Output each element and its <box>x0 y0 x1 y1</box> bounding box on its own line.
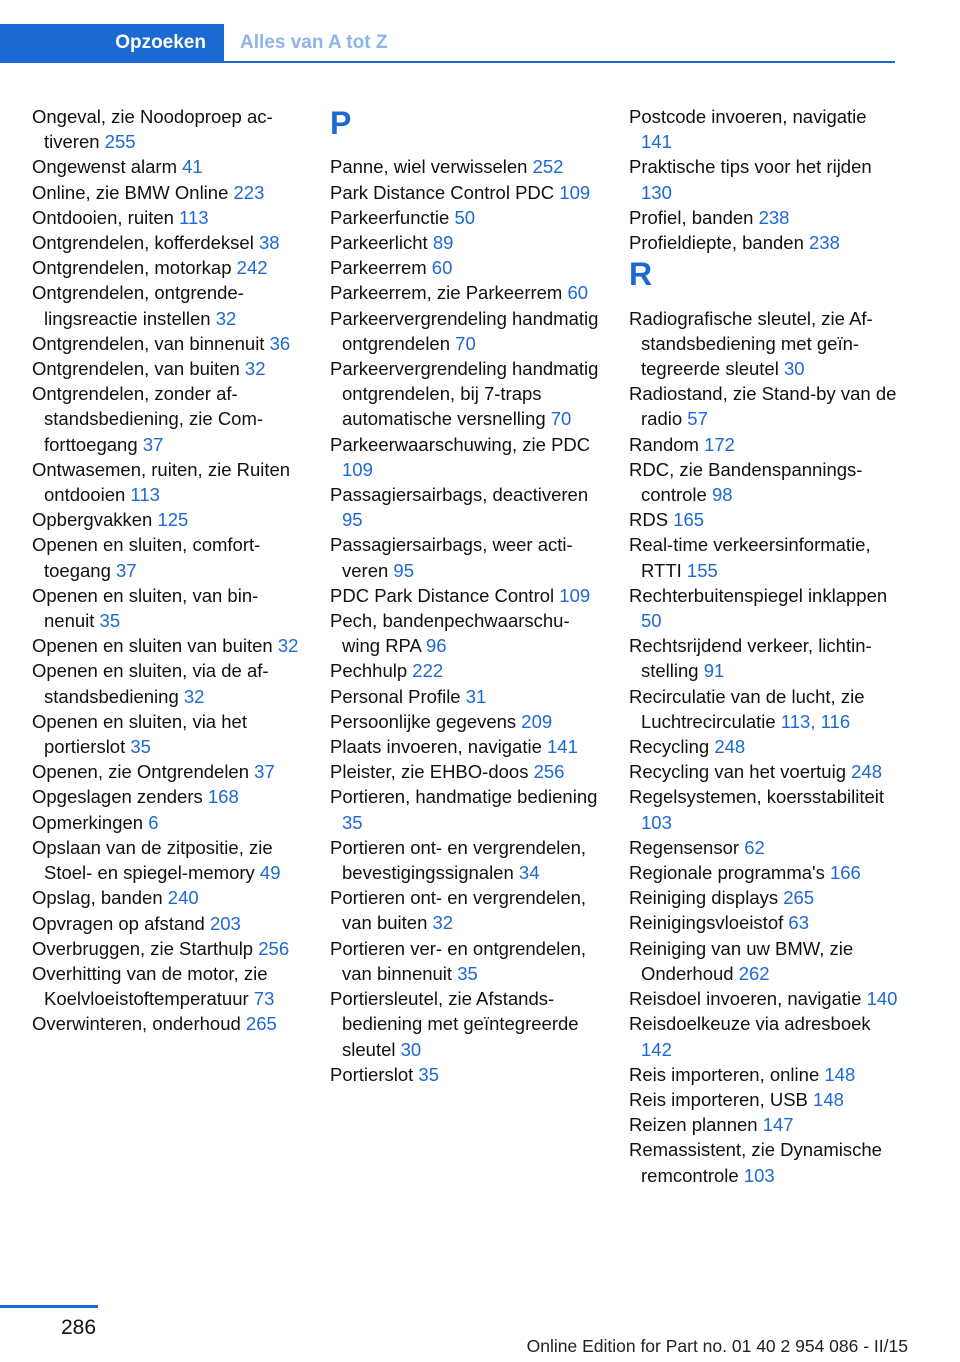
entry-term: Postcode invoeren, navigatie <box>629 106 867 127</box>
entry-page-link[interactable]: 35 <box>457 962 478 984</box>
index-entry <box>330 356 600 432</box>
index-entry <box>330 684 600 709</box>
entry-term: RDS <box>629 509 669 531</box>
entry-page-link[interactable]: 41 <box>182 156 203 178</box>
entry-term: Regionale programma's <box>629 862 825 884</box>
entry-term: Pechhulp <box>330 660 408 682</box>
entry-page-link[interactable]: 70 <box>455 332 476 354</box>
entry-page-link[interactable]: 103 <box>743 1164 775 1186</box>
entry-term: Opslag, banden <box>32 887 163 909</box>
index-entry <box>32 280 302 330</box>
entry-page-link[interactable]: 223 <box>233 181 265 203</box>
entry-page-link[interactable]: 60 <box>431 257 453 279</box>
index-entry <box>330 255 600 280</box>
index-entry <box>32 709 302 759</box>
entry-page-link[interactable]: 60 <box>567 282 589 304</box>
index-entry <box>629 532 899 582</box>
index-entry <box>32 583 302 633</box>
entry-page-link[interactable]: 166 <box>829 862 861 884</box>
index-entry <box>32 230 302 255</box>
entry-term: Opvragen op afstand <box>32 912 205 934</box>
entry-term: Regensensor <box>629 836 740 858</box>
index-entry <box>32 180 302 205</box>
entry-page-link[interactable]: 50 <box>641 610 662 632</box>
entry-term: Parkeervergrendeling handmatig ontgrendelen <box>330 307 599 354</box>
entry-page-link[interactable]: 262 <box>738 962 770 984</box>
entry-term: Pleister, zie EHBO-doos <box>330 761 529 783</box>
entry-page-link[interactable]: 63 <box>788 912 809 934</box>
entry-term: Ontdooien, ruiten <box>32 206 174 228</box>
index-entry <box>330 658 600 683</box>
index-entry <box>629 104 899 154</box>
index-entry <box>330 432 600 482</box>
index-entry <box>32 658 302 708</box>
entry-term: Ontgrendelen, ontgrendelingsreactie instellen <box>32 282 244 329</box>
entry-page-link[interactable]: 37 <box>116 559 137 581</box>
index-column-1 <box>32 104 302 1037</box>
index-entry <box>32 104 302 154</box>
index-entry <box>629 860 899 885</box>
entry-term: Random <box>629 433 699 455</box>
entry-term: Recirculatie van de lucht, zie Luchtrecirculatie <box>629 685 865 732</box>
index-entry <box>629 1011 899 1061</box>
index-entry <box>629 910 899 935</box>
index-entry <box>629 684 899 734</box>
index-entry <box>629 205 899 230</box>
entry-page-link[interactable]: 35 <box>130 736 151 758</box>
index-entry <box>32 255 302 280</box>
entry-page-link[interactable]: 32 <box>244 358 266 380</box>
entry-page-link[interactable]: 73 <box>253 988 275 1010</box>
entry-term: Regelsystemen, koersstabiliteit <box>629 786 884 808</box>
footer-divider <box>0 1305 98 1308</box>
index-entry <box>32 885 302 910</box>
index-entry <box>629 986 899 1011</box>
index-entry <box>629 835 899 860</box>
entry-term: Ongewenst alarm <box>32 156 177 178</box>
entry-page-link[interactable]: 32 <box>183 685 205 707</box>
entry-page-link[interactable]: 256 <box>258 937 290 959</box>
entry-term: Park Distance Control PDC <box>330 181 555 203</box>
entry-term: Portieren, handmatige bediening <box>330 786 598 808</box>
entry-term: RDC, zie Bandenspanningscontrole <box>629 458 863 506</box>
entry-term: Ontgrendelen, motorkap <box>32 257 232 279</box>
entry-page-link[interactable]: 113, 116 <box>780 710 851 732</box>
index-entry <box>32 532 302 582</box>
index-entry <box>629 381 899 431</box>
entry-page-link[interactable]: 130 <box>641 181 672 203</box>
entry-page-link[interactable]: 32 <box>215 307 237 329</box>
index-entry <box>330 205 600 230</box>
entry-page-link[interactable]: 38 <box>258 232 280 254</box>
entry-term: Radiostand, zie Stand-by van de radio <box>629 383 897 430</box>
entry-page-link[interactable]: 34 <box>518 862 540 884</box>
entry-term: Openen en sluiten, van binnenuit <box>32 584 259 632</box>
entry-term: Parkeerrem, zie Parkeerrem <box>330 282 563 304</box>
entry-term: Portieren ont- en vergrendelen, van buiten <box>330 887 587 934</box>
index-entry <box>629 432 899 457</box>
entry-term: Online, zie BMW Online <box>32 181 229 203</box>
entry-term: Opgeslagen zenders <box>32 786 203 808</box>
entry-term: Opmerkingen <box>32 811 144 833</box>
index-entry <box>629 230 899 255</box>
index-entry <box>330 885 600 935</box>
entry-term: Praktische tips voor het rijden <box>629 156 872 178</box>
page-header <box>0 0 960 62</box>
entry-page-link[interactable]: 35 <box>418 1063 439 1085</box>
entry-page-link[interactable]: 209 <box>521 710 553 732</box>
entry-term: Recycling <box>629 736 710 758</box>
entry-page-link[interactable]: 95 <box>342 509 363 531</box>
entry-page-link[interactable]: 255 <box>104 131 136 153</box>
entry-term: Reinigingsvloeistof <box>629 912 784 934</box>
index-entry <box>32 784 302 809</box>
index-entry <box>330 759 600 784</box>
index-entry <box>330 230 600 255</box>
entry-page-link[interactable]: 37 <box>254 761 275 783</box>
index-entry <box>32 810 302 835</box>
entry-term: Radiografische sleutel, zie Afstandsbediening met geïntegreerde sleutel <box>629 307 873 380</box>
entry-page-link[interactable]: 32 <box>432 912 454 934</box>
index-entry <box>629 507 899 532</box>
entry-page-link[interactable]: 141 <box>547 736 578 758</box>
entry-page-link[interactable]: 31 <box>465 685 487 707</box>
entry-page-link[interactable]: 265 <box>245 1013 277 1035</box>
entry-page-link[interactable]: 265 <box>783 887 815 909</box>
entry-term: Reiniging displays <box>629 887 779 909</box>
entry-page-link[interactable]: 30 <box>783 358 805 380</box>
index-entry <box>330 734 600 759</box>
section-letter: P <box>330 105 352 141</box>
entry-page-link[interactable]: 62 <box>744 836 765 858</box>
tab-alles-van-a-tot-z[interactable]: Alles van A tot Z <box>240 32 388 53</box>
entry-term: Overbruggen, zie Starthulp <box>32 937 254 959</box>
index-entry <box>32 835 302 885</box>
entry-page-link[interactable]: 109 <box>559 584 591 606</box>
entry-page-link[interactable]: 240 <box>167 887 199 909</box>
index-entry <box>32 936 302 961</box>
entry-page-link[interactable]: 248 <box>851 761 882 783</box>
entry-page-link[interactable]: 155 <box>686 559 718 581</box>
entry-page-link[interactable]: 147 <box>762 1114 794 1136</box>
entry-page-link[interactable]: 256 <box>533 761 565 783</box>
entry-term: Openen en sluiten van buiten <box>32 635 273 657</box>
entry-page-link[interactable]: 242 <box>236 257 268 279</box>
index-entry <box>330 154 600 179</box>
entry-term: Ongeval, zie Noodoproep activeren <box>32 106 273 153</box>
entry-term: Reis importeren, USB <box>629 1088 808 1110</box>
entry-page-link[interactable]: 168 <box>207 786 239 808</box>
index-entry <box>629 154 899 204</box>
entry-term: Parkeerwaarschuwing, zie PDC <box>330 433 591 455</box>
entry-term: Ontwasemen, ruiten, zie Ruiten ontdooien <box>32 458 291 506</box>
index-entry <box>330 280 600 305</box>
entry-term: Portiersleutel, zie Afstandsbediening met geïntegreerde sleutel <box>330 988 579 1060</box>
index-entry <box>32 381 302 457</box>
entry-term: Parkeervergrendeling handmatig ontgrendelen, bij 7-traps automatische versnelling <box>330 358 599 430</box>
entry-page-link[interactable]: 113 <box>179 206 209 228</box>
entry-term: Remassistent, zie Dynamische remcontrole <box>629 1139 882 1186</box>
entry-page-link[interactable]: 238 <box>809 232 840 254</box>
entry-term: Portieren ver- en ontgrendelen, van binnenuit <box>330 937 587 984</box>
index-entry <box>330 936 600 986</box>
index-entry <box>629 784 899 834</box>
index-entry <box>32 331 302 356</box>
entry-term: Openen en sluiten, via de afstandsbediening <box>32 660 269 707</box>
index-entry <box>32 205 302 230</box>
index-entry <box>330 482 600 532</box>
index-entry <box>32 1011 302 1036</box>
entry-term: Reisdoelkeuze via adresboek <box>629 1013 871 1035</box>
entry-page-link[interactable]: 6 <box>148 811 159 833</box>
index-entry <box>629 885 899 910</box>
entry-page-link[interactable]: 98 <box>711 484 733 506</box>
entry-page-link[interactable]: 57 <box>687 408 708 430</box>
entry-page-link[interactable]: 252 <box>532 156 564 178</box>
index-entry <box>330 784 600 834</box>
index-entry <box>32 457 302 507</box>
entry-page-link[interactable]: 140 <box>866 988 898 1010</box>
entry-term: Profieldiepte, banden <box>629 232 804 254</box>
entry-term: Pech, bandenpechwaarschuwing RPA <box>330 610 570 657</box>
entry-page-link[interactable]: 142 <box>641 1038 672 1060</box>
entry-page-link[interactable]: 70 <box>550 408 572 430</box>
entry-page-link[interactable]: 36 <box>269 332 291 354</box>
edition-note: Online Edition for Part no. 01 40 2 954 086 - II/15 <box>526 1336 908 1356</box>
index-entry <box>32 759 302 784</box>
entry-term: Openen, zie Ontgrendelen <box>32 761 250 783</box>
index-entry <box>330 986 600 1062</box>
index-entry <box>330 608 600 658</box>
entry-page-link[interactable]: 172 <box>704 433 735 455</box>
entry-term: Opbergvakken <box>32 509 153 531</box>
entry-page-link[interactable]: 49 <box>259 862 281 884</box>
entry-page-link[interactable]: 95 <box>393 559 414 581</box>
index-entry <box>629 583 899 633</box>
index-column-2 <box>330 104 600 1087</box>
index-entry <box>330 709 600 734</box>
entry-page-link[interactable]: 91 <box>703 660 725 682</box>
index-entry <box>629 936 899 986</box>
entry-term: Opslaan van de zitpositie, zie Stoel- en spiegel-memory <box>32 836 273 884</box>
entry-page-link[interactable]: 35 <box>99 610 121 632</box>
entry-term: Profiel, banden <box>629 206 754 228</box>
entry-term: Parkeerfunctie <box>330 206 450 228</box>
index-entry <box>330 1062 600 1087</box>
entry-term: Reizen plannen <box>629 1114 758 1136</box>
page-number: 286 <box>61 1316 97 1339</box>
entry-page-link[interactable]: 222 <box>412 660 444 682</box>
tab-opzoeken[interactable]: Opzoeken <box>0 24 224 62</box>
index-entry <box>330 583 600 608</box>
entry-term: Rechterbuitenspiegel inklappen <box>629 584 888 606</box>
index-entry <box>629 306 899 382</box>
entry-page-link[interactable]: 148 <box>813 1088 844 1110</box>
entry-term: Openen en sluiten, via het portierslot <box>32 710 247 758</box>
entry-page-link[interactable]: 203 <box>209 912 241 934</box>
entry-term: Openen en sluiten, comforttoegang <box>32 534 261 581</box>
index-entry <box>32 633 302 658</box>
index-entry <box>629 457 899 507</box>
index-entry <box>330 306 600 356</box>
entry-page-link[interactable]: 89 <box>432 232 454 253</box>
entry-term: Plaats invoeren, navigatie <box>330 736 542 758</box>
entry-page-link[interactable]: 113 <box>130 484 160 506</box>
index-entry <box>629 734 899 759</box>
entry-term: Ontgrendelen, zonder afstandsbediening, zie Comforttoegang <box>32 383 264 455</box>
entry-term: Reis importeren, online <box>629 1063 820 1085</box>
index-entry <box>629 759 899 784</box>
index-entry <box>32 356 302 381</box>
entry-term: Ontgrendelen, van buiten <box>32 358 240 380</box>
index-entry <box>629 1112 899 1137</box>
entry-page-link[interactable]: 248 <box>714 736 746 758</box>
entry-term: Parkeerrem <box>330 257 427 279</box>
entry-term: PDC Park Distance Control <box>330 584 555 606</box>
entry-term: Portierslot <box>330 1063 414 1085</box>
entry-term: Ontgrendelen, kofferdeksel <box>32 232 254 254</box>
entry-term: Passagiersairbags, weer activeren <box>330 534 573 581</box>
entry-page-link[interactable]: 238 <box>758 206 790 228</box>
entry-term: Parkeerlicht <box>330 232 428 253</box>
entry-term: Passagiersairbags, deactiveren <box>330 484 589 506</box>
entry-page-link[interactable]: 35 <box>342 811 363 833</box>
index-entry <box>629 1087 899 1112</box>
entry-term: Reiniging van uw BMW, zie Onderhoud <box>629 937 854 984</box>
index-entry <box>629 633 899 683</box>
index-entry <box>330 180 600 205</box>
index-entry <box>32 154 302 179</box>
index-column-3 <box>629 104 899 1188</box>
entry-term: Overhitting van de motor, zie Koelvloeistoftemperatuur <box>32 962 268 1010</box>
index-entry <box>32 961 302 1011</box>
entry-page-link[interactable]: 109 <box>342 458 373 480</box>
entry-page-link[interactable]: 141 <box>641 131 672 153</box>
entry-term: Personal Profile <box>330 685 461 707</box>
entry-term: Overwinteren, onderhoud <box>32 1013 241 1035</box>
index-entry <box>32 911 302 936</box>
entry-page-link[interactable]: 165 <box>673 509 705 531</box>
entry-page-link[interactable]: 96 <box>425 635 447 657</box>
entry-page-link[interactable]: 30 <box>400 1038 422 1060</box>
entry-term: Rechtsrijdend verkeer, lichtinstelling <box>629 635 872 682</box>
index-entry <box>330 532 600 582</box>
entry-page-link[interactable]: 32 <box>277 635 299 657</box>
header-divider <box>0 61 895 63</box>
index-entry <box>330 835 600 885</box>
index-entry <box>629 1062 899 1087</box>
entry-term: Reisdoel invoeren, navigatie <box>629 988 862 1010</box>
entry-page-link[interactable]: 50 <box>454 206 476 228</box>
entry-term: Real-time verkeersinformatie, RTTI <box>629 534 871 581</box>
entry-page-link[interactable]: 148 <box>824 1063 856 1085</box>
index-entry <box>629 1137 899 1187</box>
section-letter: R <box>629 256 653 293</box>
entry-page-link[interactable]: 37 <box>142 433 164 455</box>
entry-term: Portieren ont- en vergrendelen, bevestigingssignalen <box>330 836 587 884</box>
entry-term: Panne, wiel verwisselen <box>330 156 528 178</box>
entry-term: Persoonlijke gegevens <box>330 710 517 732</box>
entry-term: Recycling van het voertuig <box>629 761 846 783</box>
entry-page-link[interactable]: 103 <box>641 811 672 833</box>
index-entry <box>32 507 302 532</box>
entry-page-link[interactable]: 109 <box>559 181 591 203</box>
entry-term: Ontgrendelen, van binnenuit <box>32 332 265 354</box>
entry-page-link[interactable]: 125 <box>157 509 189 531</box>
